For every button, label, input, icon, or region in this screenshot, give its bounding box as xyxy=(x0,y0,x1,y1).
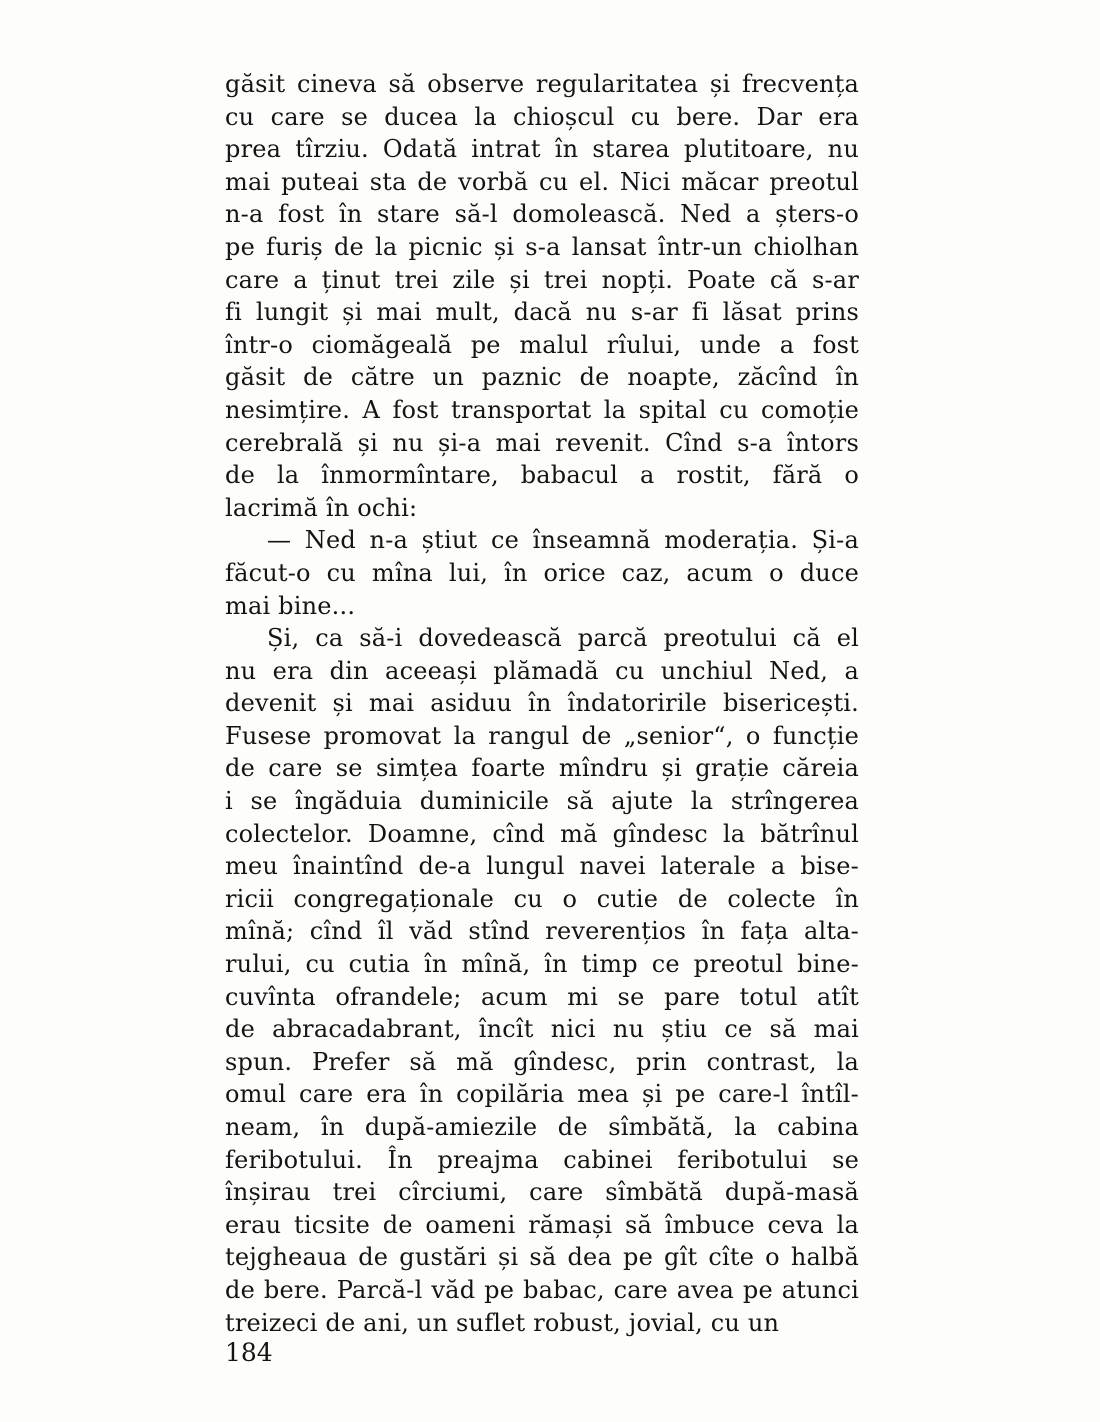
text-line: nesimțire. A fost transportat la spital cu comoție xyxy=(225,395,859,424)
text-line: de bere. Parcă-l văd pe babac, care avea pe atunci xyxy=(225,1275,859,1304)
text-line: pe furiș de la picnic și s-a lansat într-un chiolhan xyxy=(225,232,859,261)
text-line: mai bine... xyxy=(225,591,356,620)
text-line: spun. Prefer să mă gîndesc, prin contrast, la xyxy=(225,1047,859,1076)
text-line: nu era din aceeași plămadă cu unchiul Ned, a xyxy=(225,656,859,685)
text-line: mînă; cînd îl văd stînd reverențios în fața alta- xyxy=(225,917,859,946)
text-line: Fusese promovat la rangul de „senior“, o funcție xyxy=(225,721,859,750)
text-line: feribotului. În preajma cabinei feribotului se xyxy=(225,1145,859,1174)
text-line: într-o ciomăgeală pe malul rîului, unde a fost xyxy=(225,330,859,359)
text-line: de la înmormîntare, babacul a rostit, fără o xyxy=(225,461,859,490)
text-line: i se îngăduia duminicile să ajute la strîngerea xyxy=(225,787,859,816)
text-line: găsit de către un paznic de noapte, zăcînd în xyxy=(225,363,859,392)
text-line: treizeci de ani, un suflet robust, jovial, cu un xyxy=(225,1308,780,1337)
text-line: rului, cu cutia în mînă, în timp ce preotul bine- xyxy=(225,950,859,979)
text-line: lacrimă în ochi: xyxy=(225,493,418,522)
text-line: cu care se ducea la chioșcul cu bere. Dar era xyxy=(225,102,859,131)
text-line: cerebrală și nu și-a mai revenit. Cînd s-a întors xyxy=(225,428,859,457)
text-line: cuvînta ofrandele; acum mi se pare totul atît xyxy=(225,982,859,1011)
text-line: colectelor. Doamne, cînd mă gîndesc la bătrînul xyxy=(225,819,859,848)
text-line: devenit și mai asiduu în îndatoririle bisericești. xyxy=(225,689,859,718)
text-line: omul care era în copilăria mea și pe care-l întîl- xyxy=(225,1080,859,1109)
text-line: găsit cineva să observe regularitatea și frecvența xyxy=(225,70,859,98)
text-line: de abracadabrant, încît nici nu știu ce să mai xyxy=(225,1015,859,1044)
text-line: fi lungit și mai mult, dacă nu s-ar fi lăsat prins xyxy=(225,298,859,327)
text-line: — Ned n-a știut ce înseamnă moderația. Și-a xyxy=(267,526,859,555)
text-line: care a ținut trei zile și trei nopți. Poate că s-ar xyxy=(225,265,859,294)
page-number: 184 xyxy=(225,1338,273,1367)
text-line: n-a fost în stare să-l domolească. Ned a șters-o xyxy=(225,200,859,229)
text-line: mai puteai sta de vorbă cu el. Nici măcar preotul xyxy=(225,167,859,196)
text-line: Și, ca să-i dovedească parcă preotului că el xyxy=(267,624,859,653)
text-line: erau ticsite de oameni rămași să îmbuce ceva la xyxy=(225,1210,859,1239)
page-text xyxy=(225,68,859,1339)
text-line: meu înaintînd de-a lungul navei laterale a bise- xyxy=(225,852,859,881)
text-line: prea tîrziu. Odată intrat în starea plutitoare, nu xyxy=(225,135,859,164)
text-line: neam, în după-amiezile de sîmbătă, la cabina xyxy=(225,1113,859,1141)
text-line: ricii congregaționale cu o cutie de colecte în xyxy=(225,884,859,913)
text-line: înșirau trei cîrciumi, care sîmbătă după-masă xyxy=(225,1178,859,1207)
text-line: făcut-o cu mîna lui, în orice caz, acum o duce xyxy=(225,558,859,587)
text-line: tejgheaua de gustări și să dea pe gît cîte o halbă xyxy=(225,1243,859,1272)
text-line: de care se simțea foarte mîndru și grație căreia xyxy=(225,754,859,783)
